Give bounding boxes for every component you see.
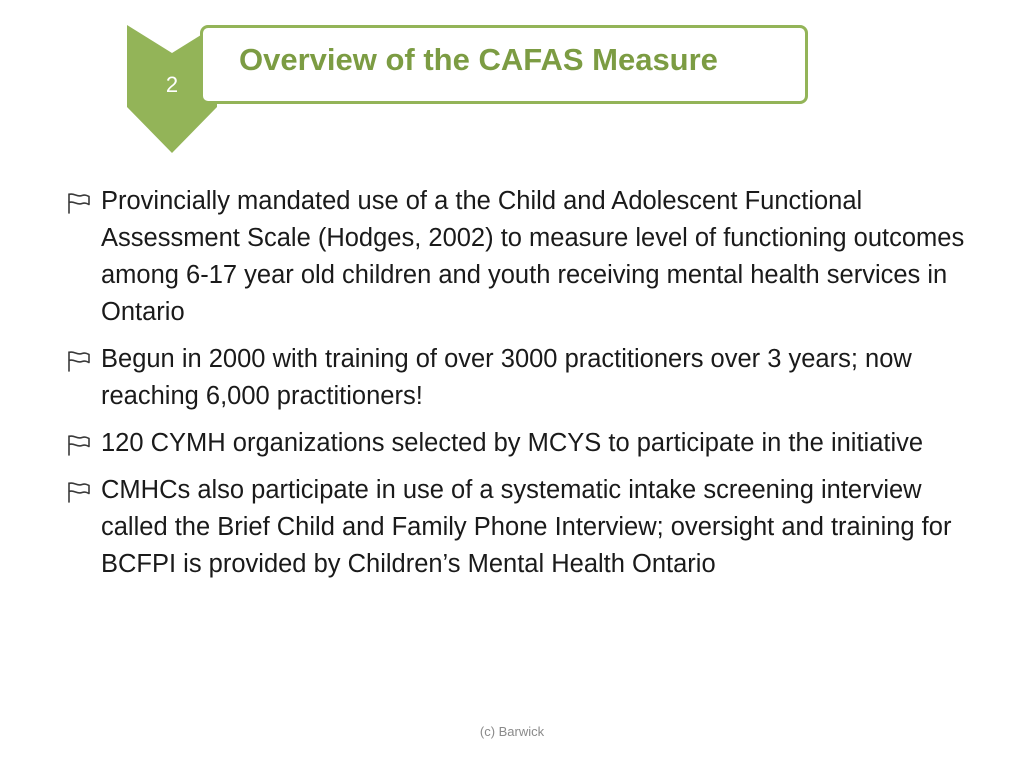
footer-credit: (c) Barwick xyxy=(479,724,545,739)
flag-icon xyxy=(66,192,92,214)
slide-number: 2 xyxy=(165,72,179,97)
bullet-text: Begun in 2000 with training of over 3000 practitioners over 3 years; now reaching 6,000 practitioners! xyxy=(101,345,912,410)
bullet-item xyxy=(66,425,966,462)
flag-icon xyxy=(66,481,92,503)
bullet-item xyxy=(66,183,966,331)
bullet-text: CMHCs also participate in use of a systematic intake screening interview called the Brief Child and Family Phone Interview; oversight and training for BCFPI is provided by Children’s Mental Health Ontario xyxy=(101,476,952,578)
slide-title: Overview of the CAFAS Measure xyxy=(239,42,718,77)
bullet-text: 120 CYMH organizations selected by MCYS to participate in the initiative xyxy=(101,429,924,457)
bullet-list xyxy=(66,183,966,593)
flag-icon xyxy=(66,434,92,456)
bullet-text: Provincially mandated use of a the Child and Adolescent Functional Assessment Scale (Hodges, 2002) to measure level of functioning outcomes among 6-17 year old children and youth receiving mental health services in Ontario xyxy=(101,187,965,326)
bullet-item xyxy=(66,472,966,583)
title-box xyxy=(200,25,808,104)
bullet-item xyxy=(66,341,966,415)
flag-icon xyxy=(66,350,92,372)
